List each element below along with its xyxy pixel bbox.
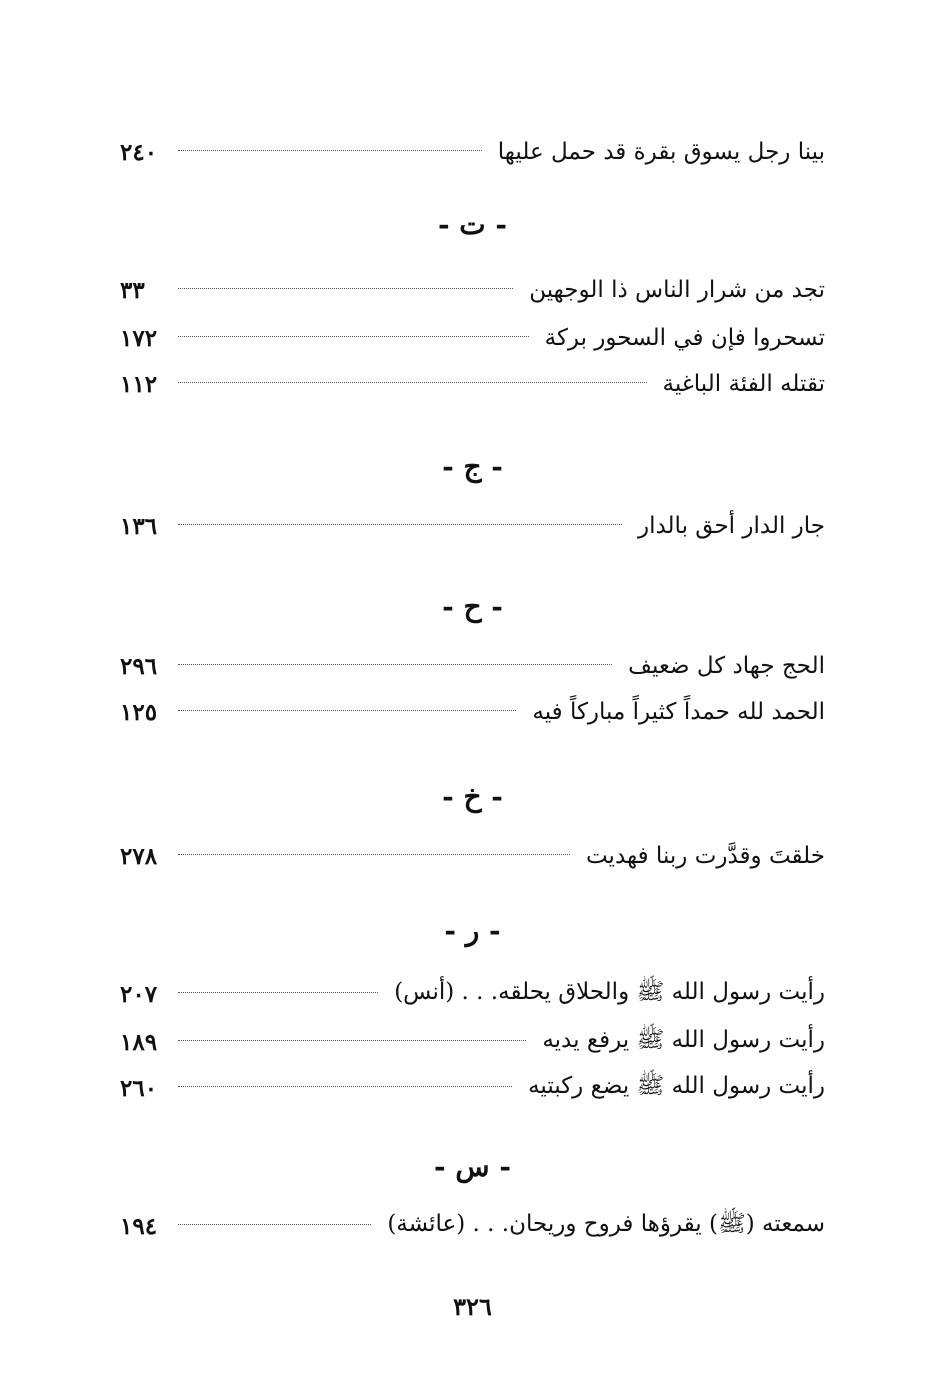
index-entry [120, 836, 825, 876]
entry-page-number: ١٣٦ [120, 512, 158, 540]
index-entry [120, 974, 825, 1014]
index-entry [120, 506, 825, 546]
entry-text: تجد من شرار الناس ذا الوجهين [529, 277, 825, 303]
dot-leader [178, 710, 516, 711]
entry-page-number: ١٩٤ [120, 1212, 158, 1240]
dot-leader [178, 854, 570, 855]
dot-leader [178, 1224, 371, 1225]
entry-text: تسحروا فإن في السحور بركة [544, 325, 825, 351]
entry-text: الحج جهاد كل ضعيف [628, 653, 825, 679]
index-entry [120, 318, 825, 358]
dot-leader [178, 1040, 526, 1041]
entry-text: خلقتَ وقدَّرت ربنا فهديت [585, 843, 825, 869]
entry-page-number: ١٧٢ [120, 324, 158, 352]
entry-page-number: ٣٣ [120, 276, 145, 304]
dot-leader [178, 336, 529, 337]
entry-page-number: ٢٠٧ [120, 980, 158, 1008]
entry-text: بينا رجل يسوق بقرة قد حمل عليها [497, 139, 825, 165]
entry-page-number: ٢٩٦ [120, 652, 158, 680]
section-heading-sin: - س - [434, 1150, 511, 1183]
index-entry [120, 132, 825, 172]
section-heading-ra: - ر - [444, 914, 501, 947]
section-heading-ha: - ح - [442, 590, 503, 623]
index-entry [120, 646, 825, 686]
dot-leader [178, 664, 612, 665]
dot-leader [178, 150, 482, 151]
index-entry [120, 364, 825, 404]
index-entry [120, 1022, 825, 1062]
entry-text: رأيت رسول الله ﷺ يضع ركبتيه [528, 1073, 825, 1099]
entry-page-number: ١٢٥ [120, 698, 158, 726]
entry-page-number: ١٨٩ [120, 1028, 158, 1056]
dot-leader [178, 382, 647, 383]
entry-text: رأيت رسول الله ﷺ يرفع يديه [542, 1027, 825, 1053]
entry-text: جار الدار أحق بالدار [637, 513, 825, 539]
index-entry [120, 1206, 825, 1246]
entry-page-number: ٢٦٠ [120, 1074, 158, 1102]
entry-text: تقتله الفئة الباغية [662, 371, 825, 397]
section-heading-kha: - خ - [442, 780, 503, 813]
entry-page-number: ٢٤٠ [120, 138, 158, 166]
entry-text: رأيت رسول الله ﷺ والحلاق يحلقه. . . (أنس) [394, 979, 825, 1005]
index-entry [120, 1068, 825, 1108]
section-heading-ta: - ت - [437, 208, 508, 241]
entry-text: الحمد لله حمداً كثيراً مباركاً فيه [532, 699, 825, 725]
index-entry [120, 692, 825, 732]
dot-leader [178, 288, 513, 289]
page-number: ٣٢٦ [453, 1292, 492, 1321]
section-heading-jim: - ج - [442, 450, 503, 483]
entry-page-number: ٢٧٨ [120, 842, 158, 870]
dot-leader [178, 992, 378, 993]
entry-text: سمعته (ﷺ) يقرؤها فروح وريحان. . . (عائشة) [387, 1211, 825, 1237]
dot-leader [178, 524, 622, 525]
index-entry [120, 270, 825, 310]
entry-page-number: ١١٢ [120, 370, 158, 398]
dot-leader [178, 1086, 512, 1087]
